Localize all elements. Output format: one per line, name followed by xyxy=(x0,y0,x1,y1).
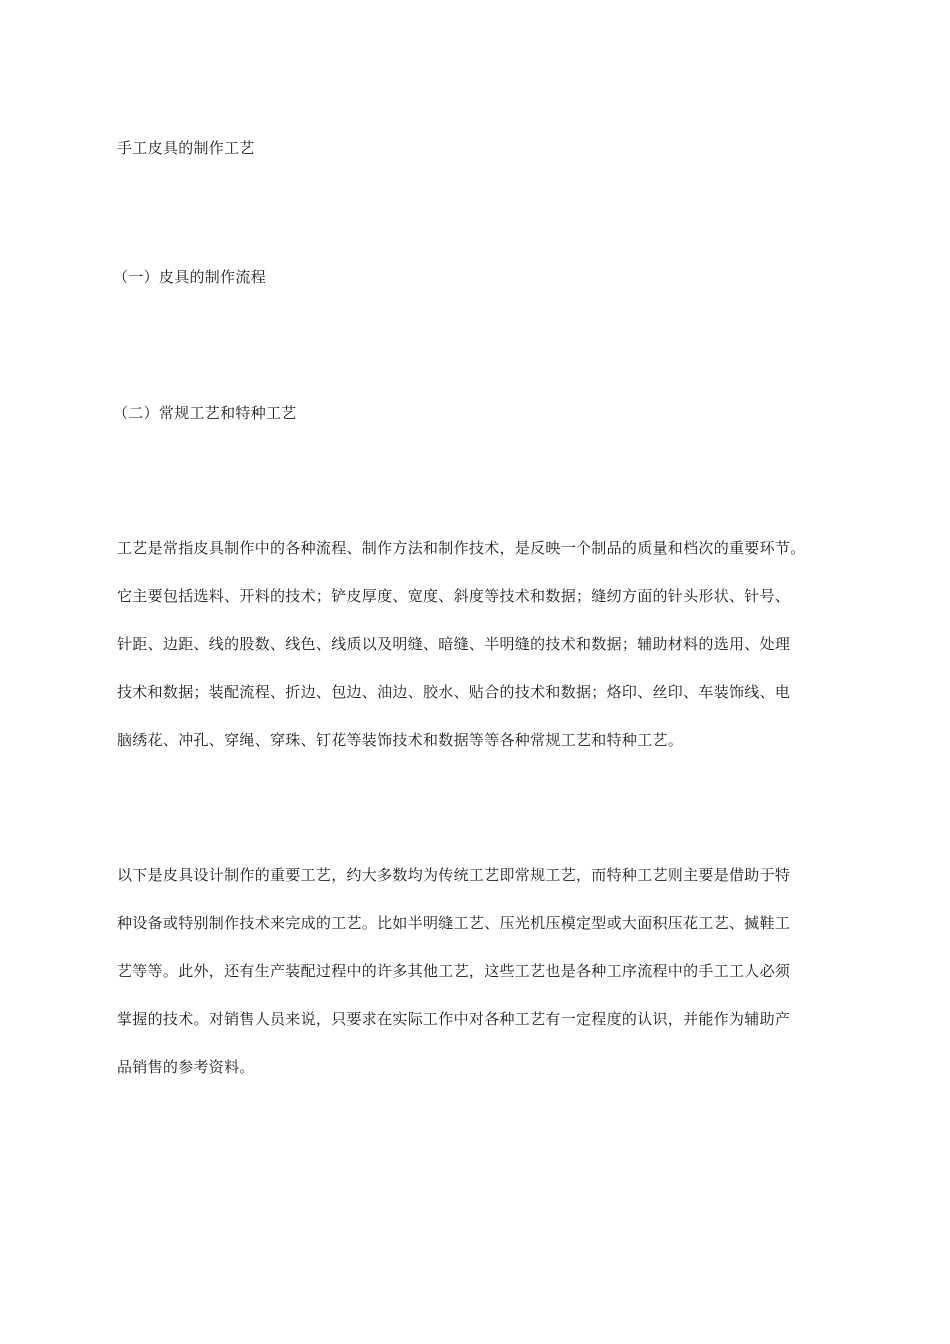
paragraph-line: 种设备或特别制作技术来完成的工艺。比如半明缝工艺、压光机压模定型或大面积压花工艺、揻鞋工 xyxy=(117,914,791,932)
document-title: 手工皮具的制作工艺 xyxy=(117,139,255,157)
paragraph-line: 掌握的技术。对销售人员来说，只要求在实际工作中对各种工艺有一定程度的认识，并能作为辅助产 xyxy=(117,1010,791,1028)
paragraph-line: 它主要包括选料、开料的技术；铲皮厚度、宽度、斜度等技术和数据；缝纫方面的针头形状、针号、 xyxy=(117,587,791,605)
section-heading-process: （一）皮具的制作流程 xyxy=(113,268,267,286)
paragraph-line: 技术和数据；装配流程、折边、包边、油边、胶水、贴合的技术和数据；烙印、丝印、车装饰线、电 xyxy=(117,683,791,701)
paragraph-line: 工艺是常指皮具制作中的各种流程、制作方法和制作技术，是反映一个制品的质量和档次的重要环节。 xyxy=(117,539,806,557)
paragraph-line: 艺等等。此外，还有生产装配过程中的许多其他工艺，这些工艺也是各种工序流程中的手工工人必须 xyxy=(117,962,791,980)
paragraph-line: 品销售的参考资料。 xyxy=(117,1058,255,1076)
paragraph-line: 脑绣花、冲孔、穿绳、穿珠、钉花等装饰技术和数据等等各种常规工艺和特种工艺。 xyxy=(117,731,684,749)
paragraph-line: 以下是皮具设计制作的重要工艺，约大多数均为传统工艺即常规工艺，而特种工艺则主要是借助于特 xyxy=(117,866,791,884)
paragraph-line: 针距、边距、线的股数、线色、线质以及明缝、暗缝、半明缝的技术和数据；辅助材料的选用、处理 xyxy=(117,635,791,653)
section-heading-crafts: （二）常规工艺和特种工艺 xyxy=(113,404,297,422)
